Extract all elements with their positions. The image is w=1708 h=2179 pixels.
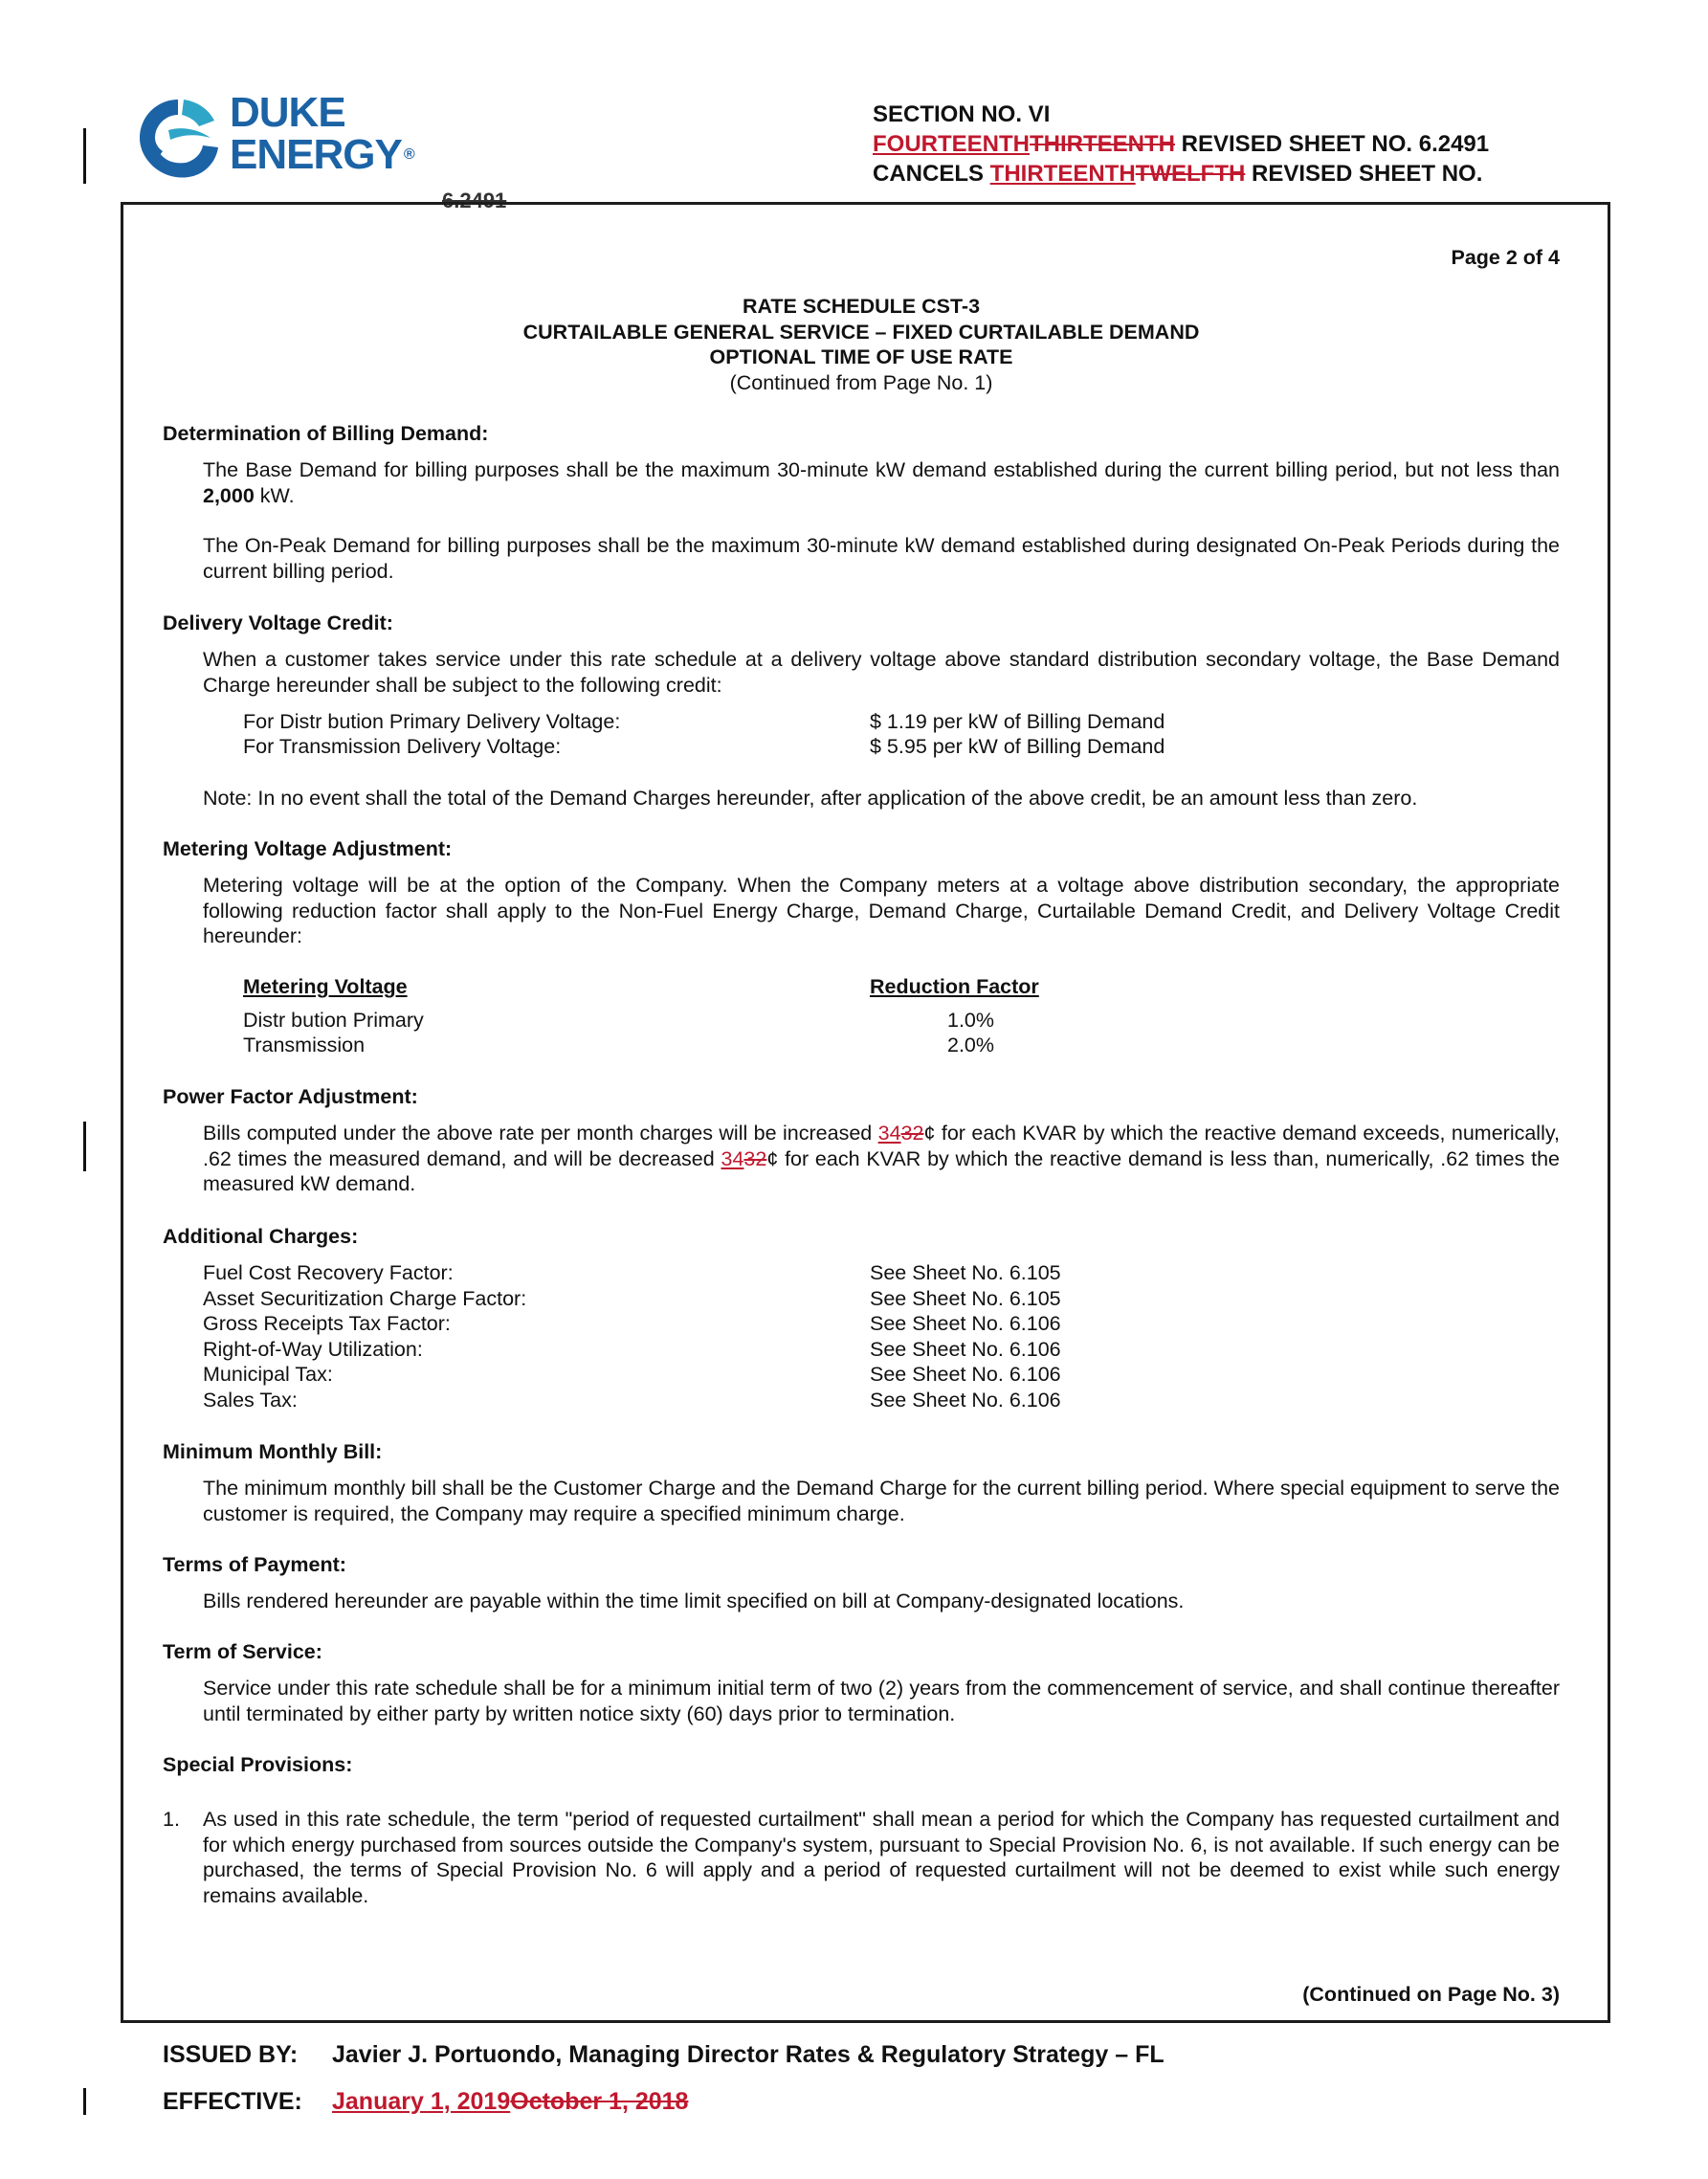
metering-table-header bbox=[243, 974, 1391, 1000]
continued-note: (Continued on Page No. 3) bbox=[1302, 1983, 1560, 2006]
charge-label: Right-of-Way Utilization: bbox=[203, 1337, 423, 1361]
minimum-bill-paragraph: The minimum monthly bill shall be the Customer Charge and the Demand Charge for the current billing period. Where special equipment to serve the customer is required, the Company may require a specified minimum charge. bbox=[203, 1477, 1560, 1525]
power-factor-heading: Power Factor Adjustment: bbox=[163, 1085, 418, 1108]
title-line-4: (Continued from Page No. 1) bbox=[729, 370, 993, 394]
title-line-1: RATE SCHEDULE CST-3 bbox=[742, 295, 981, 318]
power-factor-text-b: ¢ for each KVAR by which the reactive demand exceeds, numerically, .62 times the measured demand, and will be decreased bbox=[203, 1122, 1560, 1170]
additional-charges-heading: Additional Charges: bbox=[163, 1225, 359, 1248]
delivery-credit-heading: Delivery Voltage Credit: bbox=[163, 611, 393, 634]
revised-sheet-line bbox=[873, 129, 1489, 159]
billing-demand-p1-bold: 2,000 bbox=[203, 483, 255, 507]
term-paragraph: Service under this rate schedule shall be for a minimum initial term of two (2) years from the commencement of service, and shall continue thereafter until terminated by either party by written notice sixty (60) days prior to termination. bbox=[203, 1677, 1560, 1725]
cancels-inserted: THIRTEENTH bbox=[989, 161, 1136, 187]
charge-value: See Sheet No. 6.105 bbox=[870, 1286, 1061, 1310]
metering-row-value: 2.0% bbox=[947, 1034, 995, 1056]
charge-value: See Sheet No. 6.106 bbox=[870, 1388, 1061, 1412]
effective-date bbox=[163, 2088, 689, 2116]
issued-by bbox=[163, 2041, 1165, 2069]
section-number: SECTION NO. VI bbox=[873, 101, 1051, 127]
cancels-rest: REVISED SHEET NO. bbox=[1245, 161, 1483, 187]
metering-heading: Metering Voltage Adjustment: bbox=[163, 837, 453, 860]
change-bar bbox=[83, 2088, 86, 2115]
rate-schedule-title bbox=[163, 294, 1560, 395]
charge-value: See Sheet No. 6.106 bbox=[870, 1363, 1061, 1386]
charge-label: Sales Tax: bbox=[203, 1388, 298, 1412]
power-factor-inserted-2: 34 bbox=[721, 1146, 744, 1170]
metering-paragraph: Metering voltage will be at the option of the Company. When the Company meters at a voltage above distribution secondary, the appropriate following reduction factor shall apply to the Non-Fuel Energy Charge, Demand Charge, Curtailable Demand Credit, and Delivery Voltage Credit hereunder: bbox=[203, 874, 1560, 947]
billing-demand-p1-b: kW. bbox=[254, 483, 295, 507]
charge-label: Asset Securitization Charge Factor: bbox=[203, 1286, 527, 1310]
metering-row-value: 1.0% bbox=[947, 1009, 995, 1032]
effective-deleted: October 1, 2018 bbox=[510, 2088, 689, 2115]
change-bar bbox=[83, 128, 86, 184]
power-factor-text-c: ¢ for each KVAR by which the reactive demand is less than, numerically, .62 times the measured kW demand. bbox=[203, 1146, 1560, 1195]
special-provision-paragraph: As used in this rate schedule, the term "period of requested curtailment" shall mean a period for which the Company has requested curtailment and for which energy purchased from sources outside the Company's system, pursuant to Special Provision No. 6, is not available. If such energy can be purchased, the terms of Special Provision No. 6 will apply and a period of requested curtailment will not be deemed to exist while such energy remains available. bbox=[203, 1808, 1560, 1907]
additional-charge-row bbox=[203, 1311, 1351, 1337]
delivery-credit-paragraph: When a customer takes service under this rate schedule at a delivery voltage above standard distribution secondary voltage, the Base Demand Charge hereunder shall be subject to the following credit: bbox=[203, 648, 1560, 697]
delivery-credit-label: For Transmission Delivery Voltage: bbox=[243, 735, 562, 758]
sheet-number-continued: 6.2491 bbox=[442, 189, 507, 212]
metering-row-label: Transmission bbox=[243, 1034, 366, 1056]
charge-label: Gross Receipts Tax Factor: bbox=[203, 1312, 451, 1335]
delivery-credit-note: Note: In no event shall the total of the Demand Charges hereunder, after application of the above credit, be an amount less than zero. bbox=[203, 787, 1418, 810]
duke-energy-logo-icon bbox=[130, 92, 226, 188]
additional-charges-list bbox=[203, 1260, 1351, 1412]
charge-value: See Sheet No. 6.105 bbox=[870, 1261, 1061, 1284]
registered-mark: ® bbox=[403, 146, 414, 163]
power-factor-deleted-2: 32 bbox=[743, 1146, 767, 1170]
delivery-credit-row bbox=[243, 734, 1391, 760]
power-factor-deleted-1: 32 bbox=[900, 1122, 924, 1145]
billing-demand-heading: Determination of Billing Demand: bbox=[163, 422, 489, 445]
minimum-bill-heading: Minimum Monthly Bill: bbox=[163, 1440, 383, 1463]
effective-value bbox=[332, 2088, 688, 2116]
charge-label: Fuel Cost Recovery Factor: bbox=[203, 1261, 454, 1284]
cancels-sheet-line bbox=[873, 159, 1489, 189]
payment-heading: Terms of Payment: bbox=[163, 1553, 346, 1576]
additional-charge-row bbox=[203, 1260, 1351, 1286]
revised-inserted: FOURTEENTH bbox=[873, 131, 1030, 157]
logo-line-2 bbox=[230, 131, 414, 178]
power-factor-inserted-1: 34 bbox=[877, 1122, 901, 1145]
metering-row-label: Distr bution Primary bbox=[243, 1009, 424, 1032]
additional-charge-row bbox=[203, 1337, 1351, 1363]
page-number: Page 2 of 4 bbox=[1451, 246, 1560, 269]
change-bar bbox=[83, 1122, 86, 1171]
revised-deleted: THIRTEENTH bbox=[1030, 131, 1175, 157]
effective-label: EFFECTIVE: bbox=[163, 2088, 302, 2115]
billing-demand-paragraph-1 bbox=[203, 457, 1560, 508]
charge-value: See Sheet No. 6.106 bbox=[870, 1337, 1061, 1361]
additional-charge-row bbox=[203, 1286, 1351, 1312]
charge-label: Municipal Tax: bbox=[203, 1363, 333, 1386]
cancels-deleted: TWELFTH bbox=[1135, 161, 1246, 187]
title-line-2: CURTAILABLE GENERAL SERVICE – FIXED CURTAILABLE DEMAND bbox=[522, 320, 1200, 344]
metering-col-voltage: Metering Voltage bbox=[243, 975, 408, 998]
power-factor-paragraph bbox=[203, 1121, 1560, 1197]
delivery-credit-value: $ 1.19 per kW of Billing Demand bbox=[870, 710, 1165, 733]
additional-charge-row bbox=[203, 1388, 1351, 1413]
sheet-header bbox=[873, 100, 1489, 189]
metering-col-factor: Reduction Factor bbox=[870, 975, 1039, 998]
charge-value: See Sheet No. 6.106 bbox=[870, 1312, 1061, 1335]
title-line-3: OPTIONAL TIME OF USE RATE bbox=[709, 345, 1013, 368]
special-provision-number: 1. bbox=[163, 1808, 180, 1831]
logo-line-1: DUKE bbox=[230, 89, 345, 136]
effective-inserted: January 1, 2019 bbox=[332, 2088, 511, 2115]
special-provisions-heading: Special Provisions: bbox=[163, 1753, 353, 1776]
delivery-credit-row bbox=[243, 709, 1391, 735]
issued-by-label: ISSUED BY: bbox=[163, 2041, 299, 2068]
revised-rest: REVISED SHEET NO. 6.2491 bbox=[1175, 131, 1490, 157]
additional-charge-row bbox=[203, 1362, 1351, 1388]
delivery-credit-value: $ 5.95 per kW of Billing Demand bbox=[870, 735, 1165, 758]
term-heading: Term of Service: bbox=[163, 1640, 322, 1663]
cancels-prefix: CANCELS bbox=[873, 161, 990, 187]
logo-line-2-text: ENERGY bbox=[230, 131, 402, 178]
metering-row bbox=[243, 1008, 1391, 1034]
metering-row bbox=[243, 1033, 1391, 1058]
payment-paragraph: Bills rendered hereunder are payable within the time limit specified on bill at Company-designated locations. bbox=[203, 1590, 1185, 1612]
power-factor-text-a: Bills computed under the above rate per month charges will be increased bbox=[203, 1122, 878, 1145]
delivery-credit-label: For Distr bution Primary Delivery Voltage: bbox=[243, 710, 621, 733]
billing-demand-p1-a: The Base Demand for billing purposes shall be the maximum 30-minute kW demand established during the current billing period, but not less than bbox=[203, 458, 1560, 481]
logo-wordmark bbox=[230, 89, 414, 178]
billing-demand-paragraph-2: The On-Peak Demand for billing purposes shall be the maximum 30-minute kW demand established during designated On-Peak Periods during the current billing period. bbox=[203, 534, 1560, 583]
issued-by-value: Javier J. Portuondo, Managing Director Rates & Regulatory Strategy – FL bbox=[332, 2041, 1165, 2068]
